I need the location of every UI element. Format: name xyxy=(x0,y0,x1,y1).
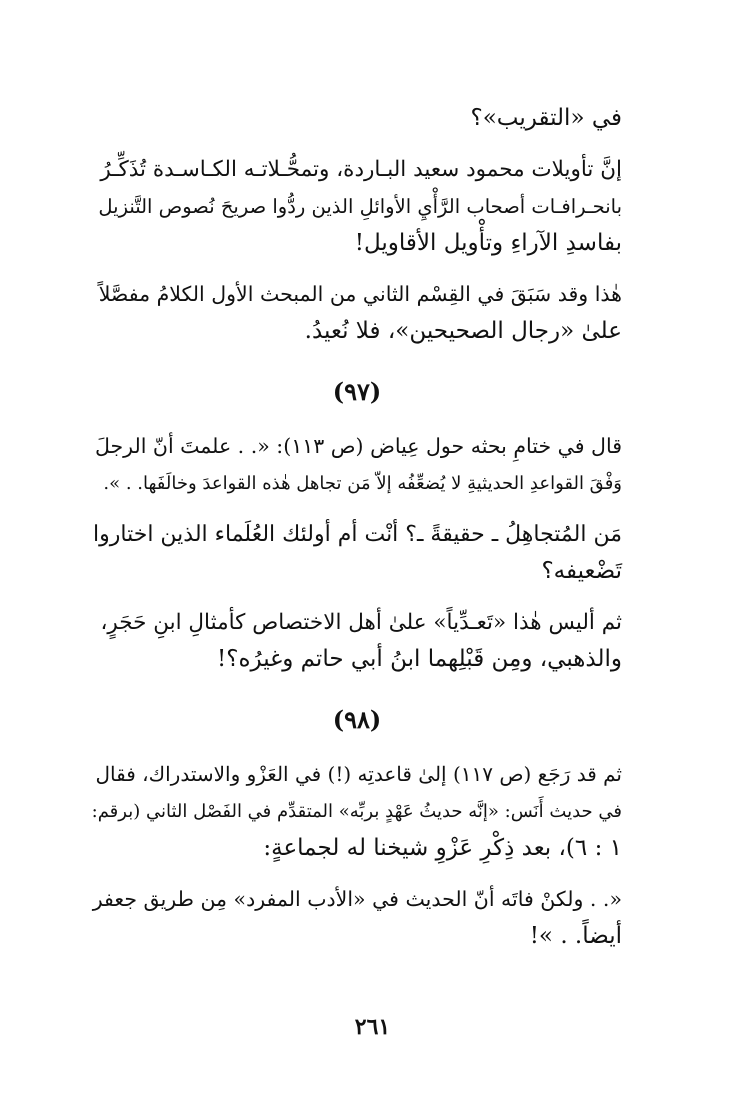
paragraph xyxy=(92,428,622,502)
text-line: ثم أليس هٰذا «تَعـدِّياً» علىٰ أهل الاختصاص كأمثالِ ابنِ حَجَرٍ، xyxy=(100,610,622,635)
text-line: بانحـرافـات أصحاب الرَّأْيِ الأوائلِ الذين ردُّوا صريحَ نُصوص التَّنزيل xyxy=(98,195,622,218)
text-line: «. . ولكنْ فاتَه أنّ الحديث في «الأدب المفرد» مِن طريق جعفر xyxy=(92,887,622,911)
paragraph xyxy=(92,276,622,350)
paragraph xyxy=(92,151,622,262)
text-line: مَن المُتجاهِلُ ـ حقيقةً ـ؟ أنْت أم أولئك العُلَماء الذين اختاروا xyxy=(93,522,622,547)
text-line: تَضْعيفه؟ xyxy=(541,558,622,584)
page-body xyxy=(92,100,622,961)
text-line: أيضاً. . »! xyxy=(529,923,622,949)
page-number: ٢٦١ xyxy=(354,1014,391,1040)
paragraph xyxy=(92,756,622,867)
text-line: هٰذا وقد سَبَقَ في القِسْم الثاني من المبحث الأول الكلامُ مفصَّلاً xyxy=(98,282,622,306)
text-line: وَفْقَ القواعدِ الحديثيةِ لا يُضعِّفُه إلاّ مَن تجاهل هٰذه القواعدَ وخالَفَها. . ». xyxy=(103,473,622,494)
text-line: علىٰ «رجال الصحيحين»، فلا نُعيدُ. xyxy=(304,318,622,344)
text-line: قال في ختامِ بحثه حول عِياض (ص ١١٣): «. . علمتَ أنّ الرجلَ xyxy=(94,434,622,458)
paragraph xyxy=(92,516,622,590)
text-line: والذهبي، ومِن قَبْلِهما ابنُ أبي حاتم وغيرُه؟! xyxy=(217,646,622,672)
paragraph xyxy=(92,604,622,678)
text-line: في «التقريب»؟ xyxy=(470,105,622,131)
paragraph xyxy=(92,100,622,137)
section-heading: (٩٨) xyxy=(332,705,382,734)
section-heading: (٩٧) xyxy=(332,377,382,406)
text-line: ثم قد رَجَع (ص ١١٧) إلىٰ قاعدتِه (!) في العَزْو والاستدراك، فقال xyxy=(95,762,622,786)
text-line: بفاسدِ الآراءِ وتأْويل الأقاويل! xyxy=(354,230,622,256)
text-line: إنَّ تأويلات محمود سعيد البـاردة، وتمحُّـلاتـه الكـاسـدة تُذَكِّـرُ xyxy=(100,157,622,182)
text-line: في حديث أَنَس: «إنَّه حديثُ عَهْدٍ بربِّه» المتقدِّم في الفَصْل الثاني (برقم: xyxy=(91,801,622,822)
paragraph xyxy=(92,881,622,955)
text-line: ١ : ٦)، بعد ذِكْرِ عَزْوِ شيخنا له لجماعةٍ: xyxy=(263,835,622,861)
